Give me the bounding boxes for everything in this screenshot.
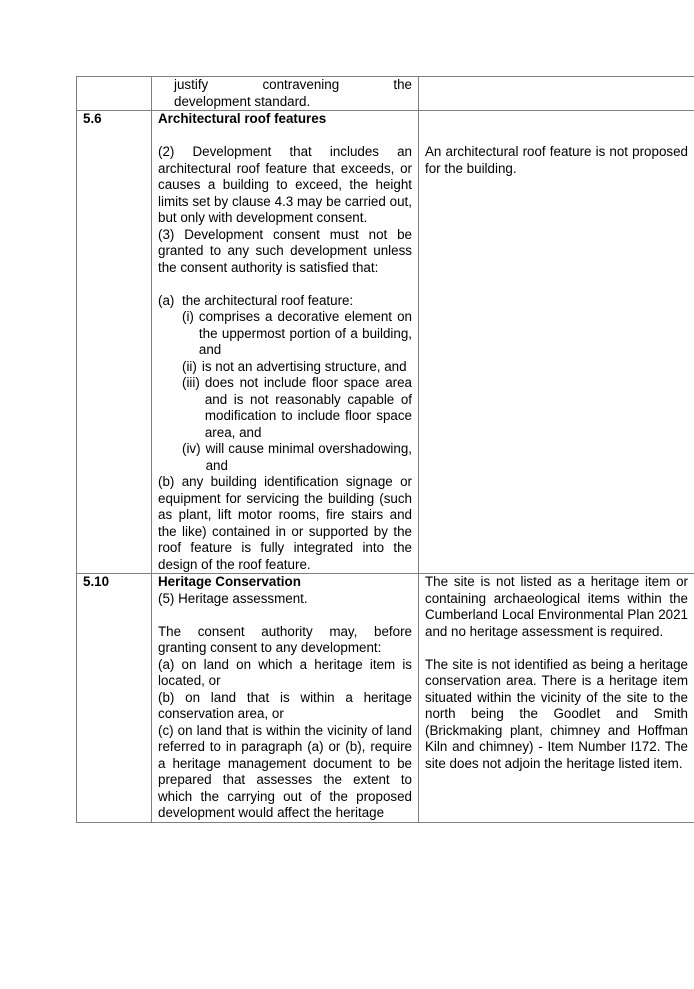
table-row-5-6	[77, 111, 694, 574]
response-cell	[419, 111, 694, 574]
clause-text-cell	[152, 574, 419, 823]
clause-subitem-iv	[182, 441, 412, 474]
subitem-label: (ii)	[182, 358, 197, 374]
response-text-1: The site is not listed as a heritage item or containing archaeological items within the Cumberland Local Environmental Plan 2021 and no heritage assessment is required.	[425, 574, 688, 639]
subitem-label: (iv)	[182, 441, 201, 456]
clause-item-a	[158, 293, 412, 310]
table-row-continuation	[77, 77, 694, 111]
continuation-text-line1: justify contravening the	[174, 77, 412, 92]
subitem-text: is not an advertising structure, and	[201, 358, 407, 374]
clause-item-b: (b) any building identification signage or equipment for servicing the building (such as plant, lift motor rooms, fire stairs and the like) contained in or supported by the roof feature is fully integrated into the design of the roof feature.	[158, 474, 412, 572]
subitem-label: (iii)	[182, 375, 200, 390]
clause-subclause-3: (3) Development consent must not be granted to any such development unless the consent authority is satisfied that:	[158, 226, 412, 275]
clause-text-cell	[152, 77, 419, 111]
clause-item-c: (c) on land that is within the vicinity of land referred to in paragraph (a) or (b), require a heritage management document to be prepared that assesses the extent to which the carrying out of the proposed development would affect the heritage	[158, 722, 412, 820]
continuation-text-line2: development standard.	[174, 93, 311, 109]
clause-subclause-2: (2) Development that includes an architectural roof feature that exceeds, or causes a building to exceed, the height limits set by clause 4.3 may be carried out, but only with development consent.	[158, 144, 412, 225]
response-cell	[419, 77, 694, 111]
subitem-label: (i)	[182, 309, 194, 324]
clause-subitem-ii	[182, 359, 412, 376]
clause-item-b: (b) on land that is within a heritage conservation area, or	[158, 689, 412, 721]
clause-intro: The consent authority may, before granting consent to any development:	[158, 623, 412, 655]
response-text-2: The site is not identified as being a heritage conservation area. There is a heritage item situated within the vicinity of the site to the north being the Goodlet and Smith (Brickmaking plant, chimney and Hoffman Kiln and chimney) - Item Number I172. The site does not adjoin the heritage listed item.	[425, 656, 688, 771]
clause-item-a: (a) on land on which a heritage item is located, or	[158, 656, 412, 688]
clause-text-cell	[152, 111, 419, 574]
clause-subtitle: (5) Heritage assessment.	[158, 590, 308, 606]
clause-title: Architectural roof features	[158, 111, 327, 126]
response-text: An architectural roof feature is not proposed for the building.	[425, 144, 688, 176]
clause-subitem-i	[182, 309, 412, 359]
item-text: the architectural roof feature:	[182, 292, 354, 308]
subitem-text: does not include floor space area and is not reasonably capable of modification to include floor space area, and	[204, 375, 412, 440]
clause-title: Heritage Conservation	[158, 574, 301, 589]
response-cell	[419, 574, 694, 823]
clause-number-cell	[77, 77, 152, 111]
clause-number: 5.6	[77, 111, 152, 574]
clause-number: 5.10	[77, 574, 152, 823]
subitem-text: will cause minimal overshadowing, and	[205, 441, 412, 473]
table-row-5-10	[77, 574, 694, 823]
clause-subitem-iii	[182, 375, 412, 441]
planning-compliance-table	[76, 76, 694, 823]
subitem-text: comprises a decorative element on the uppermost portion of a building, and	[198, 309, 412, 357]
item-label: (a)	[158, 292, 175, 308]
